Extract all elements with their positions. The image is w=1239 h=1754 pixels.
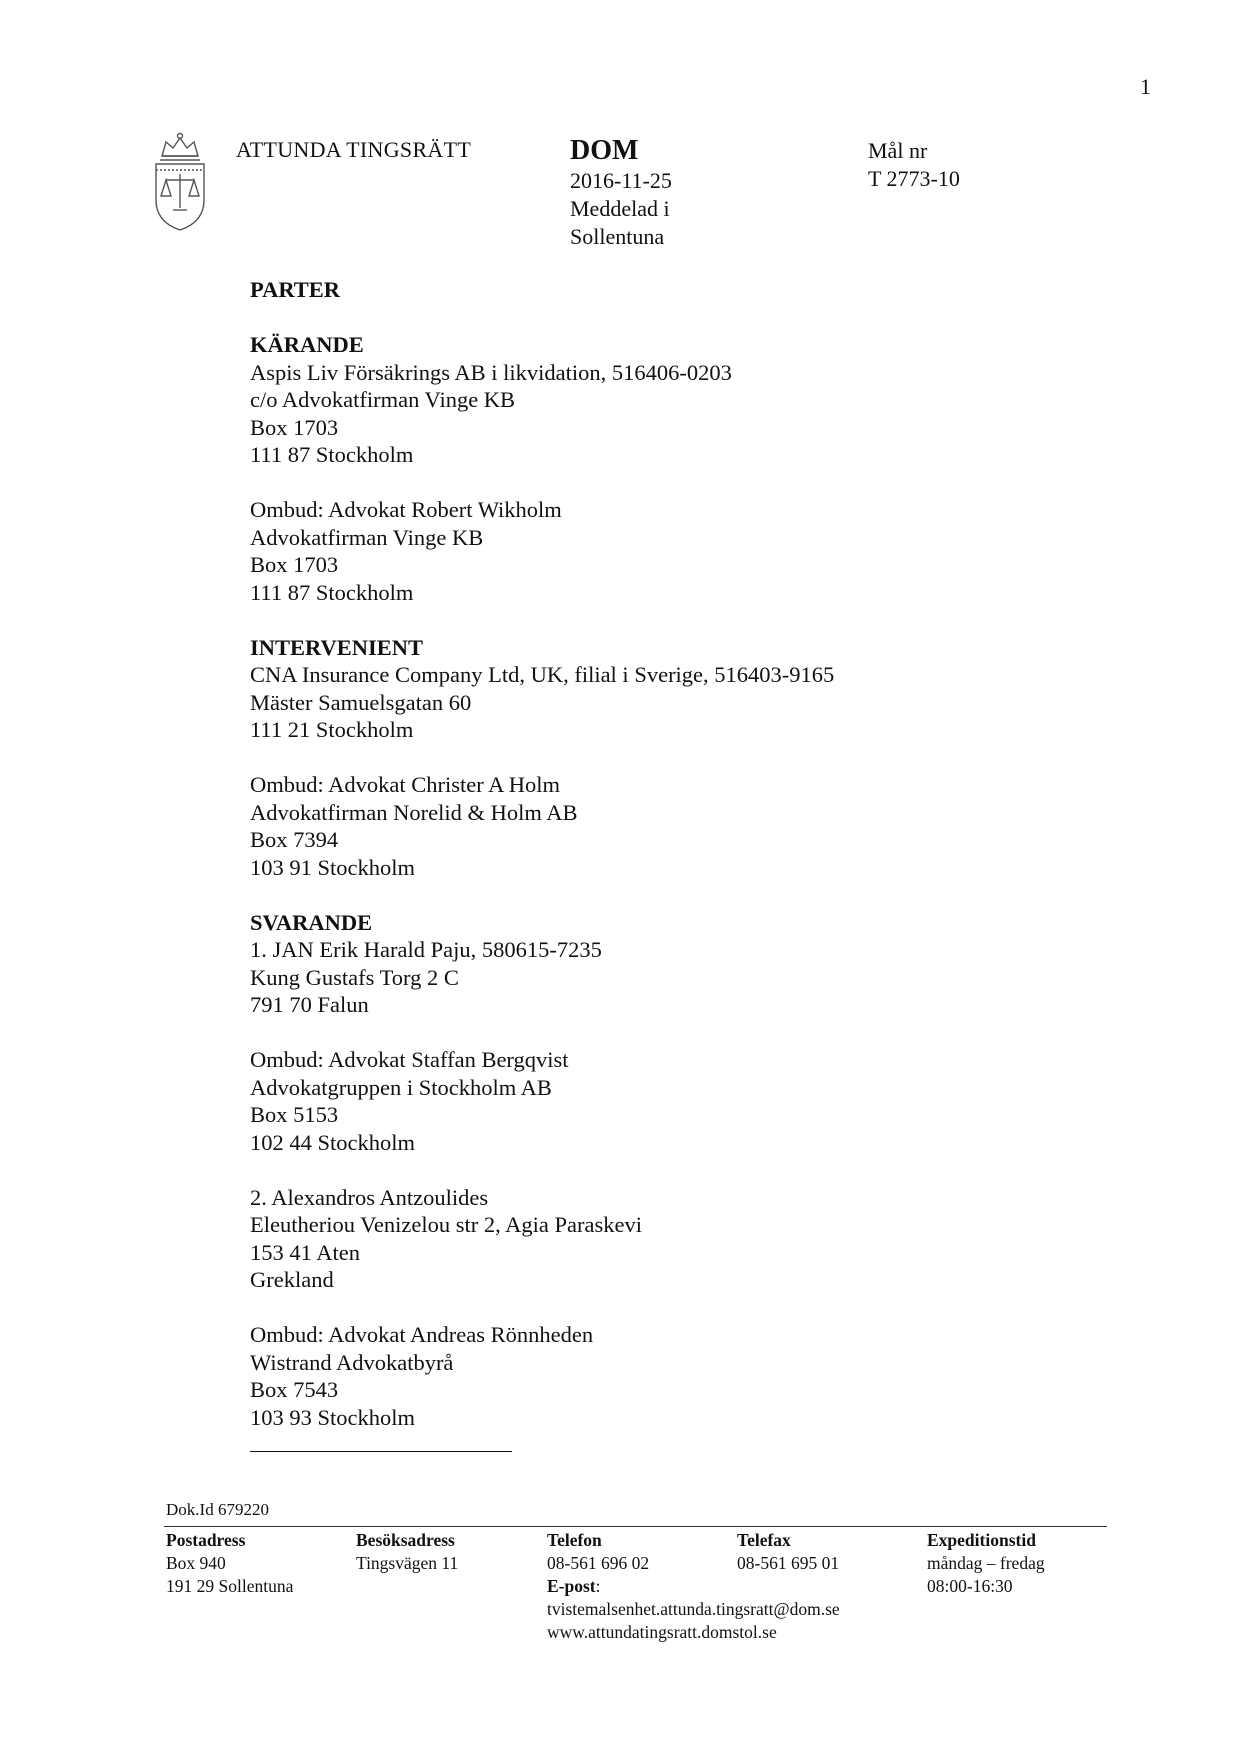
plaintiff-counsel-line: 111 87 Stockholm [250, 579, 414, 605]
footer-value: Box 940 [166, 1553, 226, 1573]
footer-label: Telefax [737, 1530, 791, 1550]
plaintiff-counsel-line: Box 1703 [250, 552, 339, 577]
case-block [868, 137, 960, 193]
footer-label: Expeditionstid [927, 1530, 1036, 1550]
court-name: ATTUNDA TINGSRÄTT [236, 137, 472, 162]
footer-email-link[interactable]: tvistemalsenhet.attunda.tingsratt@dom.se [547, 1599, 840, 1619]
defendant-counsel-line: Advokatgruppen i Stockholm AB [250, 1074, 552, 1100]
plaintiff-line: c/o Advokatfirman Vinge KB [250, 387, 516, 412]
document-type: DOM [570, 135, 639, 166]
intervener-counsel-line: Ombud: Advokat Christer A Holm [250, 772, 561, 797]
footer-label: Besöksadress [356, 1530, 455, 1550]
plaintiff-heading: KÄRANDE [250, 332, 364, 357]
defendant-line: 2. Alexandros Antzoulides [250, 1184, 489, 1210]
footer-email-label-row: E-post: [547, 1576, 601, 1596]
intervener-heading: INTERVENIENT [250, 634, 424, 660]
court-emblem-icon [148, 130, 212, 234]
defendant-counsel-line: Ombud: Advokat Andreas Rönnheden [250, 1322, 594, 1347]
intervener-line: Mäster Samuelsgatan 60 [250, 689, 472, 715]
judgment-date: 2016-11-25 [570, 168, 672, 193]
defendant-line: 153 41 Aten [250, 1239, 360, 1265]
issued-place: Sollentuna [570, 224, 665, 249]
plaintiff-counsel-line: Ombud: Advokat Robert Wikholm [250, 497, 562, 522]
footer-value: måndag – fredag [927, 1553, 1045, 1573]
intervener-counsel-line: Advokatfirman Norelid & Holm AB [250, 799, 578, 825]
case-number: T 2773-10 [868, 166, 960, 191]
parties-section [250, 276, 1150, 1431]
footer-label: Postadress [166, 1530, 246, 1550]
page-number: 1 [1140, 74, 1151, 99]
defendant-line: Kung Gustafs Torg 2 C [250, 964, 459, 990]
footer-value: Tingsvägen 11 [356, 1553, 459, 1573]
defendant-counsel-line: Box 5153 [250, 1102, 339, 1127]
judgment-block [570, 135, 672, 251]
issued-label: Meddelad i [570, 196, 670, 221]
document-id: Dok.Id 679220 [166, 1500, 269, 1519]
intervener-line: CNA Insurance Company Ltd, UK, filial i Sverige, 516403-9165 [250, 662, 835, 687]
plaintiff-line: 111 87 Stockholm [250, 442, 414, 467]
footer-office-hours [927, 1529, 1045, 1598]
defendant-counsel-line: Box 7543 [250, 1377, 339, 1402]
defendant-counsel-line: Ombud: Advokat Staffan Bergqvist [250, 1047, 569, 1072]
footer-divider [164, 1526, 1107, 1527]
footer-value: 08:00-16:30 [927, 1576, 1013, 1596]
footer-label: Telefon [547, 1530, 602, 1550]
parties-title: PARTER [250, 277, 341, 302]
plaintiff-line: Aspis Liv Försäkrings AB i likvidation, 516406-0203 [250, 359, 732, 385]
intervener-line: 111 21 Stockholm [250, 717, 414, 742]
defendant-line: 1. JAN Erik Harald Paju, 580615-7235 [250, 937, 602, 962]
defendant-line: Grekland [250, 1267, 334, 1292]
defendant-heading: SVARANDE [250, 909, 373, 935]
plaintiff-counsel-line: Advokatfirman Vinge KB [250, 524, 484, 550]
footer-value: 08-561 695 01 [737, 1553, 840, 1573]
defendant-line: 791 70 Falun [250, 992, 369, 1017]
footer-value: 191 29 Sollentuna [166, 1576, 294, 1596]
intervener-counsel-line: Box 7394 [250, 827, 339, 852]
footer-postal-address [166, 1529, 293, 1598]
defendant-counsel-line: 102 44 Stockholm [250, 1129, 416, 1155]
plaintiff-line: Box 1703 [250, 414, 339, 440]
case-label: Mål nr [868, 138, 928, 163]
defendant-counsel-line: 103 93 Stockholm [250, 1404, 416, 1430]
footer-visiting-address [356, 1529, 458, 1575]
defendant-line: Eleutheriou Venizelou str 2, Agia Paraskevi [250, 1212, 642, 1237]
intervener-counsel-line: 103 91 Stockholm [250, 854, 416, 880]
defendant-counsel-line: Wistrand Advokatbyrå [250, 1349, 454, 1375]
footer-fax [737, 1529, 839, 1575]
footer-website-link[interactable]: www.attundatingsratt.domstol.se [547, 1622, 777, 1642]
footer-value: 08-561 696 02 [547, 1553, 650, 1573]
section-end-divider [250, 1451, 512, 1452]
footer-label: E-post [547, 1576, 596, 1596]
